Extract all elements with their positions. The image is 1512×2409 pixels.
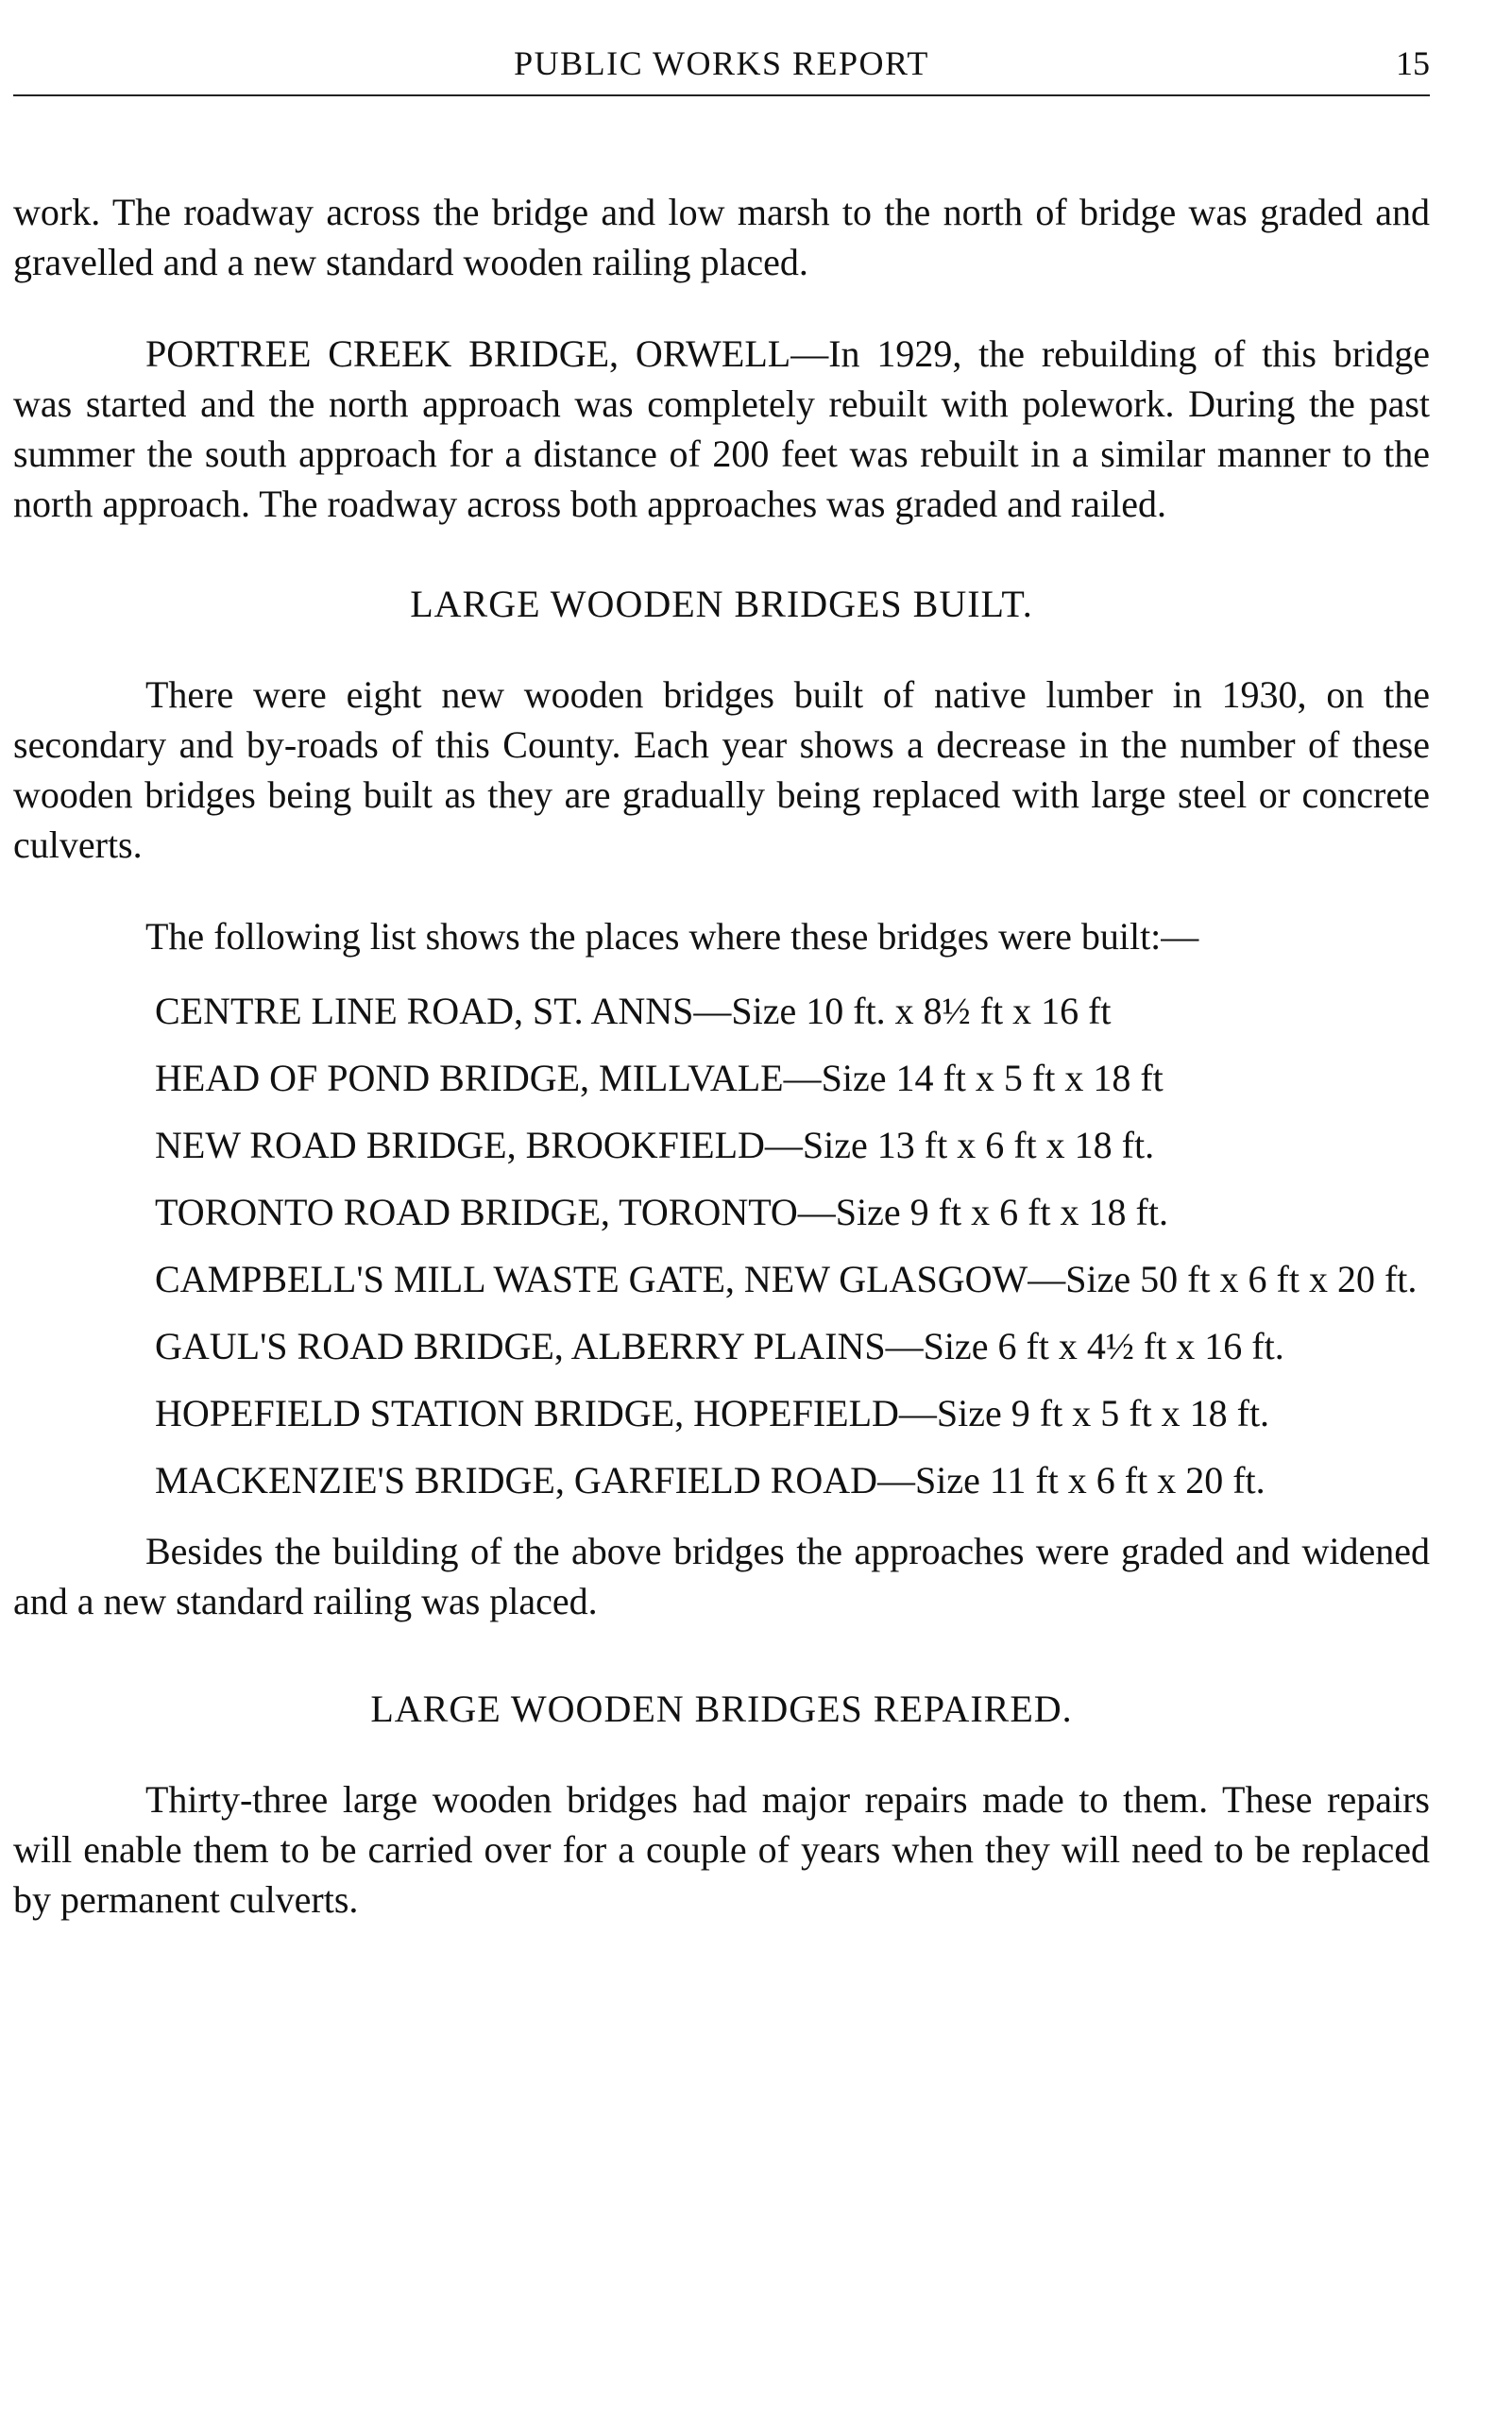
list-item: CAMPBELL'S MILL WASTE GATE, NEW GLASGOW—Size 50 ft x 6 ft x 20 ft. <box>155 1258 1418 1300</box>
list-item: GAUL'S ROAD BRIDGE, ALBERRY PLAINS—Size 6 ft x 4½ ft x 16 ft. <box>155 1325 1284 1367</box>
running-header <box>13 38 1430 96</box>
list-item: HOPEFIELD STATION BRIDGE, HOPEFIELD—Size 9 ft x 5 ft x 18 ft. <box>155 1392 1270 1434</box>
heading-bridges-built: LARGE WOODEN BRIDGES BUILT. <box>410 583 1033 625</box>
list-item: HEAD OF POND BRIDGE, MILLVALE—Size 14 ft x 5 ft x 18 ft <box>155 1057 1164 1099</box>
paragraph-continuation: work. The roadway across the bridge and low marsh to the north of bridge was graded and gravelled and a new standard wooden railing placed. <box>13 191 1430 283</box>
list-item: TORONTO ROAD BRIDGE, TORONTO—Size 9 ft x 6 ft x 18 ft. <box>155 1191 1168 1233</box>
paragraph-list-intro: The following list shows the places where these bridges were built:— <box>145 915 1199 958</box>
running-title: PUBLIC WORKS REPORT <box>514 44 929 82</box>
heading-bridges-repaired: LARGE WOODEN BRIDGES REPAIRED. <box>370 1688 1073 1730</box>
paragraph-bridges-built-intro: There were eight new wooden bridges built of native lumber in 1930, on the secondary and by-roads of this County. Each year shows a decrease in the number of these wooden bridges being built as they are gradually being replaced with large steel or concrete culverts. <box>13 673 1430 866</box>
paragraph-portree-creek-bridge: PORTREE CREEK BRIDGE, ORWELL—In 1929, the rebuilding of this bridge was started and the north approach was completely rebuilt with polework. During the past summer the south approach for a distance of 200 feet was rebuilt in a similar manner to the north approach. The roadway across both approaches was graded and railed. <box>13 332 1430 525</box>
bridge-list <box>13 986 1430 1505</box>
list-item: NEW ROAD BRIDGE, BROOKFIELD—Size 13 ft x 6 ft x 18 ft. <box>155 1124 1155 1166</box>
list-item: MACKENZIE'S BRIDGE, GARFIELD ROAD—Size 11 ft x 6 ft x 20 ft. <box>155 1459 1266 1501</box>
document-page <box>13 38 1430 1925</box>
list-item: CENTRE LINE ROAD, ST. ANNS—Size 10 ft. x 8½ ft x 16 ft <box>155 990 1112 1032</box>
paragraph-bridges-repaired: Thirty-three large wooden bridges had major repairs made to them. These repairs will enable them to be carried over for a couple of years when they will need to be replaced by permanent culverts. <box>13 1778 1430 1921</box>
paragraph-besides: Besides the building of the above bridges the approaches were graded and widened and a new standard railing was placed. <box>13 1530 1430 1622</box>
page-number: 15 <box>1396 44 1430 82</box>
